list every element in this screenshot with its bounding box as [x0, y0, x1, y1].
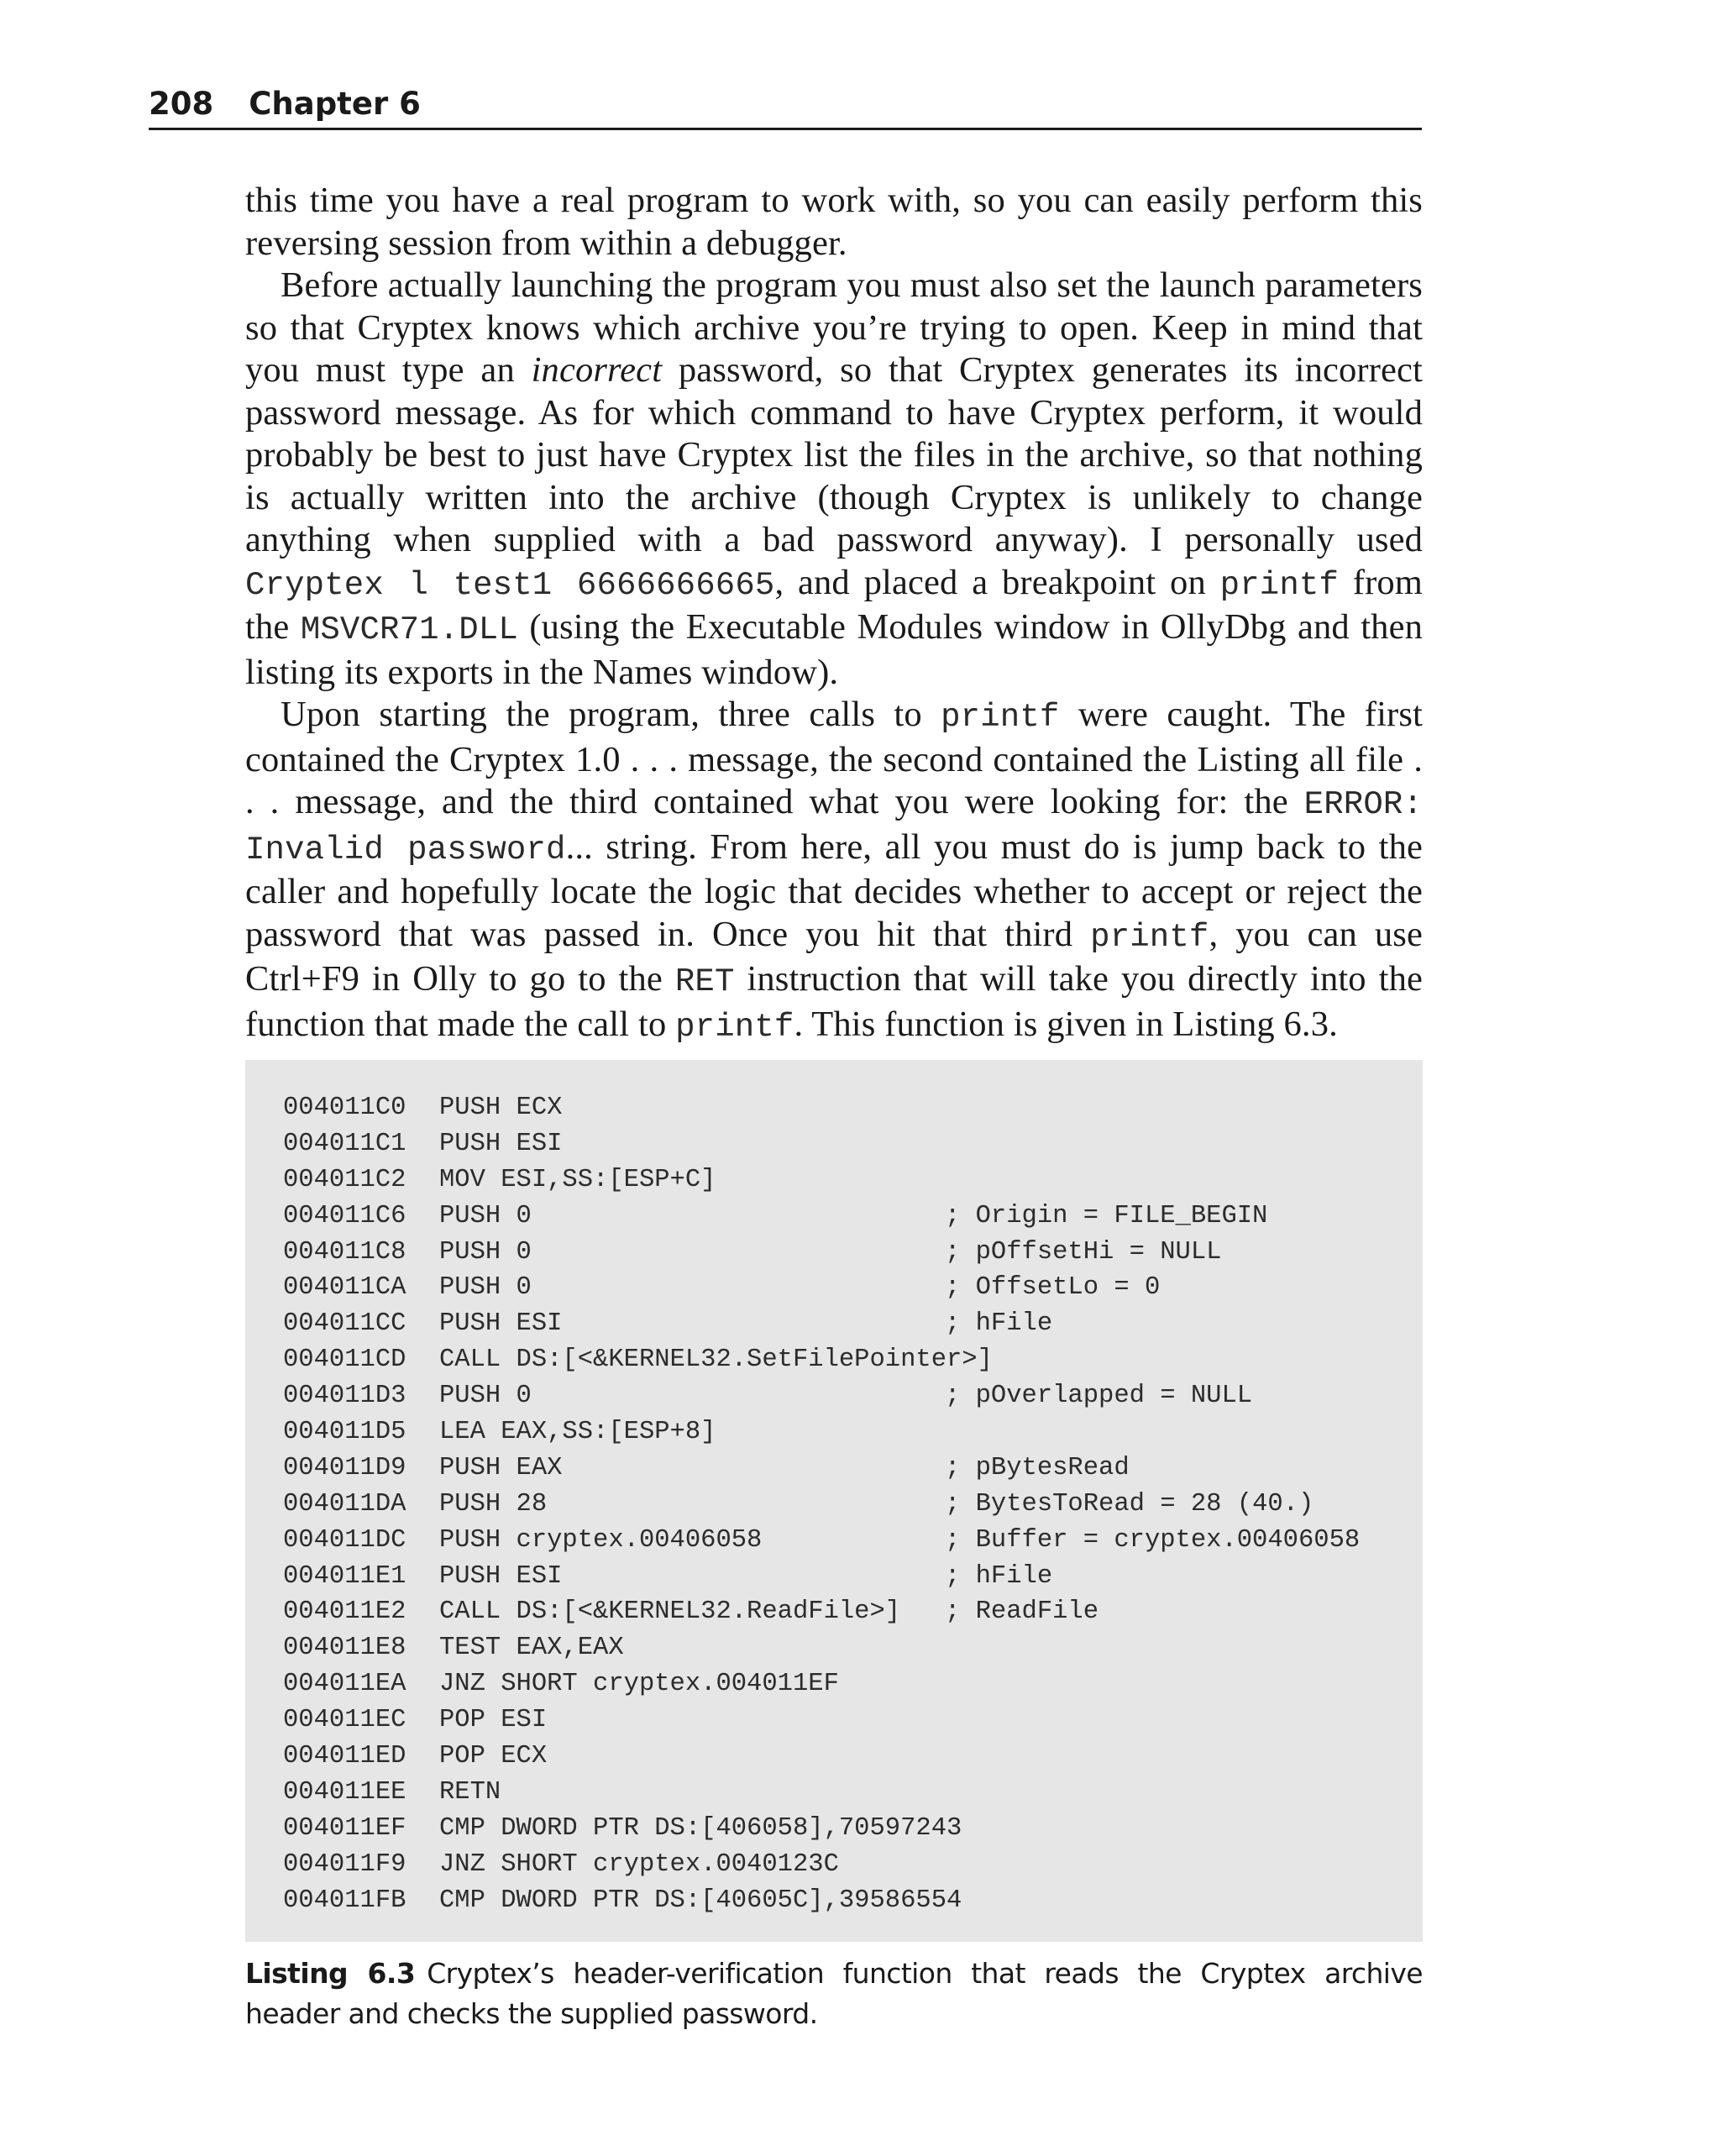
code-instruction: CALL DS:[<&KERNEL32.SetFilePointer>]: [439, 1346, 993, 1375]
code-address: 004011EF: [283, 1813, 406, 1843]
code-instruction: PUSH 0: [439, 1201, 532, 1230]
code-comment: ; BytesToRead = 28 (40.): [945, 1489, 1314, 1519]
inline-code: MSVCR71.DLL: [300, 611, 518, 648]
code-line: [283, 1847, 1360, 1883]
page-number: 208: [149, 86, 214, 122]
code-comment: ; Origin = FILE_BEGIN: [945, 1201, 1268, 1230]
body-text: [245, 180, 1423, 1048]
code-instruction: MOV ESI,SS:[ESP+C]: [439, 1165, 716, 1194]
code-line: [283, 1270, 1360, 1306]
paragraph-2: [245, 265, 1423, 694]
code-address: 004011EA: [283, 1670, 406, 1699]
code-instruction: PUSH ECX: [439, 1094, 563, 1122]
code-address: 004011CC: [283, 1309, 406, 1339]
code-instruction: POP ESI: [439, 1706, 548, 1735]
code-address: 004011D5: [283, 1418, 406, 1447]
code-instruction: PUSH EAX: [439, 1453, 563, 1482]
code-listing: [245, 1060, 1423, 1942]
code-comment: ; OffsetLo = 0: [945, 1273, 1161, 1303]
code-address: 004011E1: [283, 1561, 406, 1591]
code-address: 004011D9: [283, 1453, 406, 1482]
code-line: [283, 1594, 1360, 1630]
inline-code: printf: [941, 699, 1060, 736]
code-comment: ; ReadFile: [945, 1597, 1099, 1627]
text-run: instruction that will take you directly into the function that made the call to: [245, 959, 1423, 1044]
inline-code: RET: [674, 963, 735, 1000]
caption-text: Cryptex’s header-verification function that reads the Cryptex archive header and checks the supplied password.: [245, 1957, 1423, 2030]
code-line: [283, 1342, 1360, 1378]
code-line: [283, 1523, 1360, 1559]
code-instruction: CALL DS:[<&KERNEL32.ReadFile>]: [439, 1597, 901, 1627]
code-instruction: PUSH cryptex.00406058: [439, 1525, 763, 1555]
text-run: (using the Executable Modules window in OllyDbg and then listing its exports in the Names window).: [245, 607, 1423, 692]
code-line: [283, 1666, 1360, 1702]
code-instruction: PUSH 0: [439, 1382, 532, 1411]
caption-label: Listing 6.3: [245, 1957, 416, 1990]
code-address: 004011FB: [283, 1886, 406, 1915]
text-run: ... string. From here, all you must do is jump back to the caller and hopefully locate the logic that decides whether to accept or reject the password that was passed in. Once you hit that third: [245, 826, 1423, 954]
text-run: this time you have a real program to work with, so you can easily perform this reversing session from within a debugger.: [245, 181, 1423, 263]
code-instruction: TEST EAX,EAX: [439, 1634, 624, 1663]
code-comment: ; hFile: [945, 1309, 1053, 1339]
code-instruction: PUSH 28: [439, 1489, 548, 1519]
text-run: were caught. The first contained the Cryptex 1.0 . . . message, the second contained the Listing all file . . . message, and the third contained what you were looking for: the: [245, 695, 1424, 821]
code-address: 004011F9: [283, 1849, 406, 1879]
code-address: 004011DA: [283, 1489, 406, 1519]
code-comment: ; pBytesRead: [945, 1453, 1130, 1482]
code-address: 004011C6: [283, 1201, 406, 1230]
text-run: . This function is given in Listing 6.3.: [794, 1004, 1338, 1044]
code-instruction: PUSH 0: [439, 1273, 532, 1303]
code-instruction: LEA EAX,SS:[ESP+8]: [439, 1418, 716, 1447]
code-address: 004011C8: [283, 1237, 406, 1267]
code-instruction: JNZ SHORT cryptex.004011EF: [439, 1670, 839, 1699]
code-instruction: PUSH ESI: [439, 1129, 563, 1158]
code-comment: ; pOffsetHi = NULL: [945, 1237, 1222, 1267]
inline-code: ERROR: Invalid password: [245, 786, 1423, 868]
code-instruction: PUSH 0: [439, 1237, 532, 1267]
code-address: 004011EE: [283, 1777, 406, 1807]
inline-code: printf: [675, 1008, 794, 1046]
code-instruction: CMP DWORD PTR DS:[406058],70597243: [439, 1813, 962, 1843]
inline-code: printf: [1090, 918, 1209, 956]
code-line: [283, 1090, 1360, 1126]
paragraph-1: [245, 180, 1423, 265]
text-run: , you can use Ctrl+F9 in Olly to go to the: [245, 914, 1423, 999]
inline-code: printf: [1219, 566, 1339, 604]
code-address: 004011CD: [283, 1346, 406, 1375]
text-run: Upon starting the program, three calls to: [281, 695, 941, 734]
code-line: [283, 1235, 1360, 1271]
code-comment: ; Buffer = cryptex.00406058: [945, 1525, 1361, 1555]
code-line: [283, 1199, 1360, 1235]
code-line: [283, 1126, 1360, 1162]
paragraph-3: [245, 694, 1423, 1048]
code-line: [283, 1414, 1360, 1450]
code-address: 004011ED: [283, 1742, 406, 1771]
code-address: 004011C1: [283, 1129, 406, 1158]
code-line: [283, 1306, 1360, 1342]
code-line: [283, 1775, 1360, 1811]
code-line: [283, 1450, 1360, 1487]
code-line: [283, 1739, 1360, 1775]
code-address: 004011EC: [283, 1706, 406, 1735]
code-comment: ; pOverlapped = NULL: [945, 1382, 1253, 1411]
chapter-title: Chapter 6: [249, 86, 421, 122]
code-instruction: CMP DWORD PTR DS:[40605C],39586554: [439, 1886, 962, 1915]
code-line: [283, 1811, 1360, 1847]
code-address: 004011CA: [283, 1273, 406, 1303]
code-instruction: POP ECX: [439, 1742, 548, 1771]
emphasis-incorrect: incorrect: [531, 350, 663, 390]
code-address: 004011DC: [283, 1525, 406, 1555]
code-line: [283, 1630, 1360, 1666]
code-address: 004011E8: [283, 1634, 406, 1663]
text-run: from the: [245, 562, 1423, 647]
code-line: [283, 1702, 1360, 1739]
text-run: Before actually launching the program you must also set the launch parameters so that Cryptex knows which archive you’re trying to open. Keep in mind that you must type an: [245, 265, 1423, 390]
code-line: [283, 1559, 1360, 1595]
code-comment: ; hFile: [945, 1561, 1053, 1591]
code-block: [283, 1090, 1360, 1918]
code-line: [283, 1378, 1360, 1414]
text-run: password, so that Cryptex generates its incorrect password message. As for which command to have Cryptex perform, it would probably be best to just have Cryptex list the files in the archive, so that nothing is actually written into the archive (though Cryptex is unlikely to change anything when supplied with a bad password anyway). I personally used: [245, 350, 1423, 559]
code-line: [283, 1883, 1360, 1919]
code-address: 004011C0: [283, 1094, 406, 1122]
inline-code: Cryptex l test1 6666666665: [245, 566, 775, 604]
listing-caption: [245, 1954, 1423, 2034]
code-instruction: JNZ SHORT cryptex.0040123C: [439, 1849, 839, 1879]
code-address: 004011D3: [283, 1382, 406, 1411]
code-address: 004011E2: [283, 1597, 406, 1627]
code-address: 004011C2: [283, 1165, 406, 1194]
text-run: , and placed a breakpoint on: [774, 562, 1220, 602]
code-instruction: PUSH ESI: [439, 1309, 563, 1339]
code-line: [283, 1162, 1360, 1199]
running-header: [149, 81, 1422, 130]
code-line: [283, 1487, 1360, 1523]
code-instruction: PUSH ESI: [439, 1561, 563, 1591]
code-instruction: RETN: [439, 1777, 501, 1807]
